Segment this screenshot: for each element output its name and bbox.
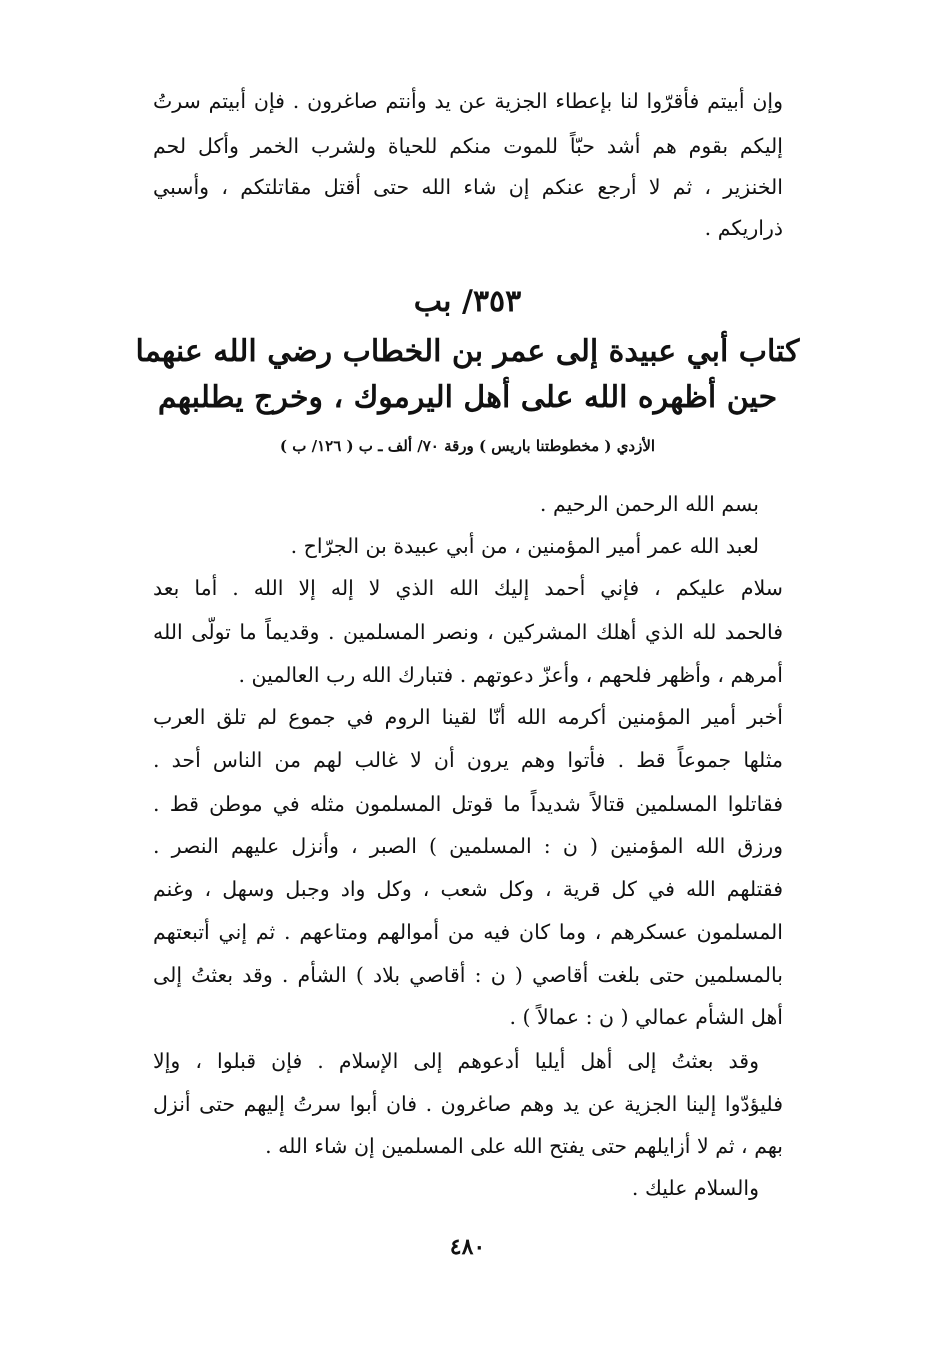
closing-greeting: والسلام عليك . bbox=[631, 1176, 759, 1200]
text-line: بهم ، ثم لا أزايلهم حتى يفتح الله على المسلمين إن شاء الله . bbox=[265, 1134, 783, 1158]
text-line: المسلمون عسكرهم ، وما كان فيه من أموالهم ومتاعهم . ثم إني أتبعتهم bbox=[153, 920, 783, 944]
text-line: وإن أبيتم فأقرّوا لنا بإعطاء الجزية عن يد وأنتم صاغرون . فإن أبيتم سرتُ bbox=[153, 89, 783, 113]
section-title-line: حين أظهره الله على أهل اليرموك ، وخرج يطلبهم bbox=[157, 380, 778, 415]
section-title-line: كتاب أبي عبيدة إلى عمر بن الخطاب رضي الله عنهما bbox=[135, 334, 800, 369]
text-line: فليؤدّوا إلينا الجزية عن يد وهم صاغرون . فان أبوا سرتُ إليهم حتى أنزل bbox=[153, 1092, 783, 1116]
text-line: فالحمد لله الذي أهلك المشركين ، ونصر المسلمين . وقديماً ما تولّى الله bbox=[153, 620, 783, 644]
page-number: ٤٨٠ bbox=[449, 1234, 486, 1260]
text-line: أهل الشأم عمالي ( ن : عمالاً ) . bbox=[509, 1005, 783, 1029]
text-line: أخبر أمير المؤمنين أكرمه الله أنّا لقينا الروم في جموع لم تلق العرب bbox=[153, 705, 783, 729]
text-line: الخنزير ، ثم لا أرجع عنكم إن شاء الله حتى أقتل مقاتلتكم ، وأسبي bbox=[153, 175, 783, 199]
section-number: ٣٥٣/ بب bbox=[413, 284, 522, 319]
text-line: لعبد الله عمر أمير المؤمنين ، من أبي عبيدة بن الجرّاح . bbox=[290, 534, 759, 558]
text-line: ورزق الله المؤمنين ( ن : المسلمين ) الصبر ، وأنزل عليهم النصر . bbox=[153, 834, 783, 858]
text-line: بالمسلمين حتى بلغت أقاصي ( ن : أقاصي بلاد ) الشأم . وقد بعثتُ إلى bbox=[153, 963, 783, 987]
text-line: وقد بعثتُ إلى أهل أيليا أدعوهم إلى الإسلام . فإن قبلوا ، وإلا bbox=[153, 1049, 759, 1073]
text-line: سلام عليكم ، فإني أحمد إليك الله الذي لا إله إلا الله . أما بعد bbox=[153, 576, 783, 600]
text-line: فقتلهم الله في كل قرية ، وكل شعب ، وكل واد وجبل وسهل ، وغنم bbox=[153, 877, 783, 901]
text-line: أمرهم ، وأظهر فلحهم ، وأعزّ دعوتهم . فتبارك الله رب العالمين . bbox=[238, 663, 783, 687]
text-line: ذراريكم . bbox=[704, 216, 783, 240]
text-line: مثلها جموعاً قط . فأتوا وهم يرون أن لا غالب لهم من الناس أحد . bbox=[153, 748, 783, 772]
text-line: إليكم بقوم هم أشد حبّاً للموت منكم للحياة ولشرب الخمر وأكل لحم bbox=[153, 134, 783, 158]
text-line: فقاتلوا المسلمين قتالاً شديداً ما قوتل المسلمون مثله في موطن قط . bbox=[153, 792, 783, 816]
basmala: بسم الله الرحمن الرحيم . bbox=[539, 492, 759, 516]
source-reference: الأزدي ( مخطوطتنا باريس ) ورقة ٧٠/ ألف ـ ب ( ١٢٦/ ب ) bbox=[279, 437, 656, 455]
